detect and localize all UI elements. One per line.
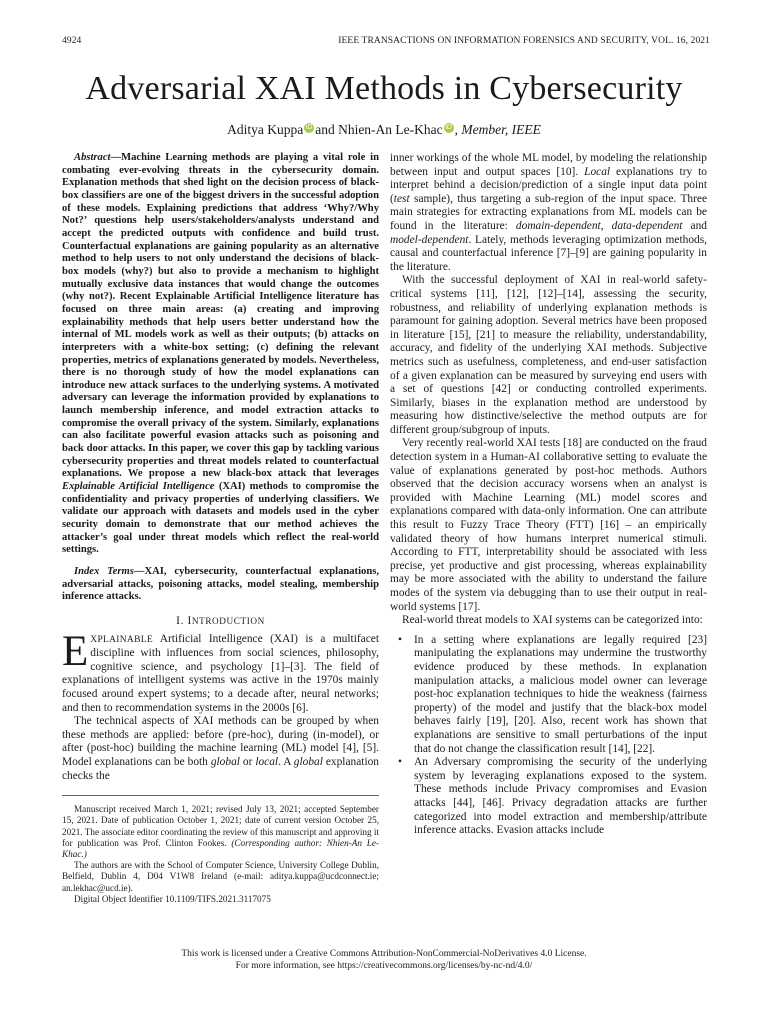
paper-title: Adversarial XAI Methods in Cybersecurity (85, 70, 683, 107)
body-paragraph: Very recently real-world XAI tests [18] are conducted on the fraud detection system in a Human-AI collaborative setting to evaluate the value of explanations generated by post-hoc methods. Authors observed that the decision accuracy worsens when an analyst is provided with Machine Learning (ML) model scores and explanations compared with data-only information. One can attribute this result to Fuzzy Trace Theory (FTT) [16] – an empirically validated theory of how humans interpret numerical stimuli. According to FTT, interpretability should be associated with less precise, yet productive and gist processing, whereas explainability may be more associated with the ability to understand the failure modes of the system via debugging than to use their output in real-world systems [17]. (390, 437, 707, 613)
body-paragraph: inner workings of the whole ML model, by modeling the relationship between input and output spaces [10]. Local explanations try to interpret behind a decision/prediction of a single input data point (test sample), thus targeting a sub-region of the input space. Three main strategies for extracting explanations from ML models can be found in the literature: domain-dependent, data-dependent and model-dependent. Lately, methods leveraging optimization methods, causal and counterfactual inference [7]–[9] are gaining popularity in the literature. (390, 152, 708, 273)
footnotes (62, 795, 379, 905)
abstract: Abstract—Machine Learning methods are playing a vital role in combating ever-evolving threats in the cybersecurity domain. Explanation methods that shed light on the decision process of black-box classifiers are one of the biggest drivers in the successful adoption of these models. Explaining predictions that address ‘Why?/Why Not?’ questions help users/stakeholders/analysts understand and accept the predicted outputs with confidence and build trust. Counterfactual explanations are gaining popularity as an alternative method to help users to not only understand the decisions of black-box models (why?) but also to provide a mechanism to highlight mutually exclusive data instances that would change the outcomes (why not?). Recent Explainable Artificial Intelligence literature has focused on three main areas: (a) creating and improving explainability methods that help users better understand how the internal of ML models work as well as their outputs; (b) attacks on interpreters with a white-box setting; (c) defining the relevant properties, metrics of explanations generated by models. Nevertheless, there is no thorough study of how the model explanations can introduce new attack surfaces to the underlying systems. A motivated adversary can leverage the information provided by explanations to launch membership inference, and model extraction attacks to compromise the overall privacy of the system. Similarly, explanations can also facilitate powerful evasion attacks such as poisoning and back door attacks. In this paper, we cover this gap by tackling various cybersecurity properties and threat models related to counterfactual explanations. We propose a new black-box attack that leverages Explainable Artificial Intelligence (XAI) methods to compromise the confidentiality and privacy properties of underlying classifiers. We validate our approach with datasets and models used in the cyber security domain to demonstrate that our method achieves the attacker’s goal under threat models which reflect the real-world settings. (62, 152, 379, 556)
license-link[interactable]: For more information, see https://creativecommons.org/licenses/by-nc-nd/4.0/ (235, 961, 533, 971)
intro-paragraph: The technical aspects of XAI methods can be grouped by when these methods are applied: before (pre-hoc), during (in-model), or after (post-hoc) building the machine learning (ML) model [4], [5]. Model explanations can be both global or local. A global explanation checks the (62, 715, 379, 782)
orcid-icon[interactable]: iD (305, 123, 313, 131)
license-line: This work is licensed under a Creative Commons Attribution-NonCommercial-NoDerivatives 4.0 License. (181, 949, 587, 959)
license-footer (0, 948, 768, 972)
journal-header: IEEE TRANSACTIONS ON INFORMATION FORENSICS AND SECURITY, VOL. 16, 2021 (338, 36, 710, 46)
body-paragraph: Real-world threat models to XAI systems can be categorized into: (402, 614, 703, 627)
author-line: Aditya Kuppa iD and Nhien-An Le-Khac iD , Member, IEEE (227, 122, 541, 137)
index-terms: Index Terms—XAI, cybersecurity, counterfactual explanations, adversarial attacks, poisoning attacks, model stealing, membership inference attacks. (62, 566, 379, 603)
threat-model-list (390, 634, 707, 838)
author-name: Aditya Kuppa (227, 122, 304, 137)
page-number: 4924 (62, 36, 82, 46)
drop-cap: E (62, 627, 89, 675)
author-membership: Member, IEEE (461, 122, 541, 137)
list-item: • In a setting where explanations are legally required [23] manipulating the explanations may undermine the trustworthy evidence produced by these methods. In explanation manipulation attacks, a malicious model owner can leverage post-hoc explanation techniques to hide the weakness (fairness property) of the model and justify that the black-box model behaves fairly [19], [20]. Also, recent work has shown that explanations are sensitive to small perturbations of the input that do not change the classification result [14], [22]. (390, 634, 707, 756)
manuscript-note: Manuscript received March 1, 2021; revised July 13, 2021; accepted September 15, 2021. Date of publication October 1, 2021; date of current version October 25, 2021. The associate editor coordinating the review of this manuscript and approving it for publication was Prof. Clinton Fookes. (Corresponding author: Nhien-An Le-Khac.) (62, 804, 379, 859)
abstract-label: Abstract (74, 152, 111, 163)
left-column (62, 152, 379, 905)
body-paragraph: With the successful deployment of XAI in real-world safety-critical systems [11], [12], [12]–[14], assessing the security, robustness, and reliability of underlying explanation methods is paramount for gaining adoption. Several metrics have been proposed in literature [15], [21] to measure the reliability, understandability, accuracy, and fidelity of the underlying XAI methods. Subjective metrics such as usefulness, completeness, and end-user satisfaction of a given explanation can be measured by surveying end users with a set of questions [42] or conducting controlled experiments. Similarly, biases in the explanation method are understood by measuring how distinctive/selective the method outputs are for different group/subgroup of inputs. (390, 274, 707, 436)
doi-note: Digital Object Identifier 10.1109/TIFS.2021.3117075 (74, 893, 271, 904)
section-heading: I. INTRODUCTION (176, 614, 265, 627)
affiliation-note: The authors are with the School of Computer Science, University College Dublin, Belfield, Dublin 4, D04 V1W8 Ireland (e-mail: aditya.kuppa@ucdconnect.ie; an.lekhac@ucd.ie). (62, 860, 379, 893)
author-name: and Nhien-An Le-Khac (315, 122, 443, 137)
orcid-icon[interactable]: iD (445, 123, 452, 131)
index-terms-label: Index Terms (74, 566, 134, 577)
right-column (390, 152, 707, 838)
intro-paragraph: EXPLAINABLE Artificial Intelligence (XAI) is a multifacet discipline with influences from social sciences, philosophy, cognitive science, and psychology [1]–[3]. The field of explanations of intelligent systems was active in the 1970s mainly focused around expert systems; to a decade after, neural networks; and then to recommendation systems in the 2000s [6]. (62, 627, 379, 714)
list-item: • An Adversary compromising the security of the underlying system by leveraging explanations exposed to the system. These methods include Privacy compromises and Evasion attacks [44], [46]. Privacy degradation attacks are further categorized into model extraction and membership/attribute inference attacks. Evasion attacks include (390, 756, 707, 838)
